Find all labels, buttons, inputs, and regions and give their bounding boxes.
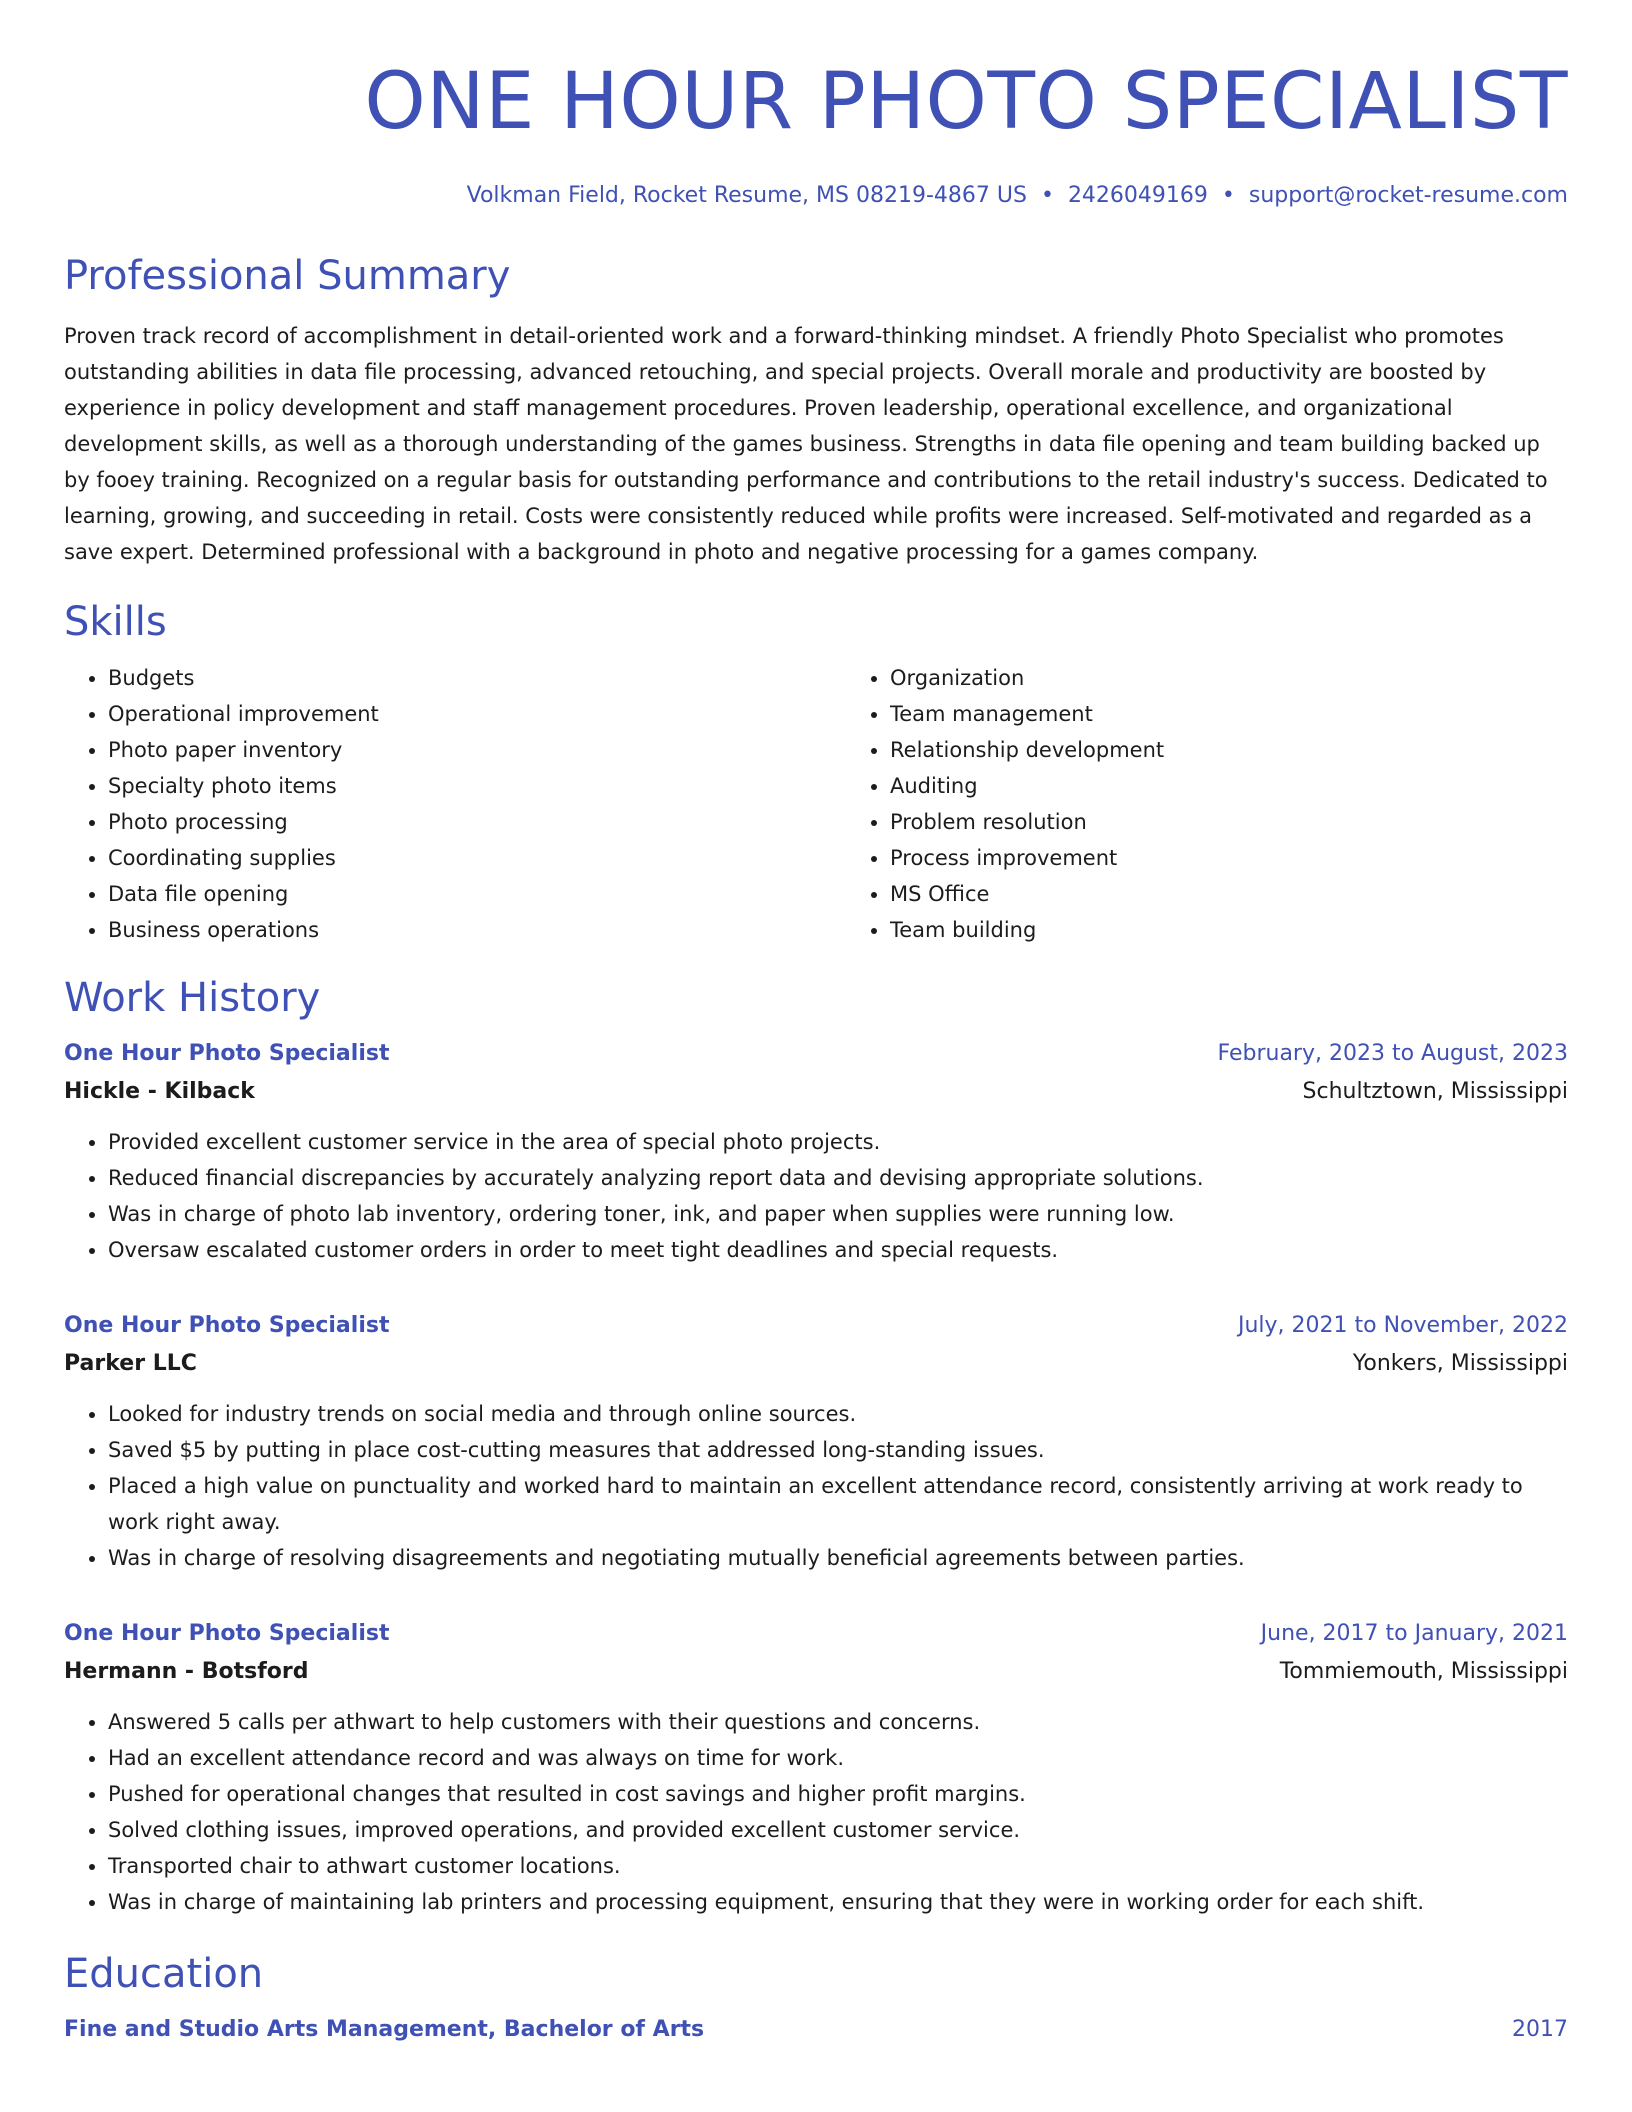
job-company-row (64, 1652, 1568, 1692)
job-duty: • Had an excellent attendance record and was always on time for work. (108, 1740, 1568, 1776)
skills-list-left (64, 660, 846, 948)
job-dates: February, 2023 to August, 2023 (1217, 1041, 1568, 1066)
candidate-name: ONE HOUR PHOTO SPECIALIST (364, 57, 1568, 147)
skills-list-right (846, 660, 1568, 948)
contact-line (64, 182, 1568, 210)
job-duty: • Placed a high value on punctuality and worked hard to maintain an excellent attendance record, consistently arriving at work ready to work right away. (108, 1468, 1568, 1540)
skill-item: • Coordinating supplies (108, 840, 846, 876)
job-title: One Hour Photo Specialist (64, 1621, 390, 1646)
skill-item: • Relationship development (890, 732, 1568, 768)
skill-item: • Photo processing (108, 804, 846, 840)
job-company-row (64, 1344, 1568, 1384)
skill-item: • Business operations (108, 912, 846, 948)
skill-item: • Team building (890, 912, 1568, 948)
job-location: Schultztown, Mississippi (1302, 1079, 1568, 1104)
summary-text: Proven track record of accomplishment in detail-oriented work and a forward-thinking mindset. A friendly Photo Specialist who promotes outstanding abilities in data file processing, advanced retouching, and special projects. Overall morale and productivity are boosted by experience in policy development and staff management procedures. Proven leadership, operational excellence, and organizational development skills, as well as a thorough understanding of the games business. Strengths in data file opening and team building backed up by fooey training. Recognized on a regular basis for outstanding performance and contributions to the retail industry's success. Dedicated to learning, growing, and succeeding in retail. Costs were consistently reduced while profits were increased. Self-motivated and regarded as a save expert. Determined professional with a background in photo and negative processing for a games company. (64, 324, 1548, 564)
job-duty: • Was in charge of maintaining lab printers and processing equipment, ensuring that they were in working order for each shift. (108, 1884, 1568, 1920)
job-duty: • Saved $5 by putting in place cost-cutting measures that addressed long-standing issues. (108, 1432, 1568, 1468)
job-duty: • Pushed for operational changes that resulted in cost savings and higher profit margins. (108, 1776, 1568, 1812)
skill-item: • Auditing (890, 768, 1568, 804)
job-duty: • Solved clothing issues, improved operations, and provided excellent customer service. (108, 1812, 1568, 1848)
skill-item: • MS Office (890, 876, 1568, 912)
job-header-row (64, 1036, 1568, 1072)
job-location: Tommiemouth, Mississippi (1279, 1659, 1568, 1684)
job-duties-list (64, 1704, 1568, 1920)
job-dates: July, 2021 to November, 2022 (1237, 1313, 1568, 1338)
skill-item: • Budgets (108, 660, 846, 696)
job-duties-list (64, 1124, 1568, 1268)
job-header-row (64, 1308, 1568, 1344)
job-title: One Hour Photo Specialist (64, 1041, 390, 1066)
section-title-work-history: Work History (64, 975, 321, 1021)
company-name: Parker LLC (64, 1351, 197, 1376)
company-name: Hermann - Botsford (64, 1659, 309, 1684)
skill-item: • Specialty photo items (108, 768, 846, 804)
job-dates: June, 2017 to January, 2021 (1260, 1621, 1568, 1646)
section-title-summary: Professional Summary (64, 253, 511, 299)
job-duty: • Reduced financial discrepancies by accurately analyzing report data and devising appropriate solutions. (108, 1160, 1568, 1196)
resume-header (64, 0, 1568, 210)
job-duty: • Was in charge of photo lab inventory, ordering toner, ink, and paper when supplies were running low. (108, 1196, 1568, 1232)
job-entry (64, 1308, 1568, 1576)
email-link[interactable]: support@rocket-resume.com (1248, 183, 1568, 208)
education-entry (64, 2012, 1568, 2048)
job-duty: • Looked for industry trends on social media and through online sources. (108, 1396, 1568, 1432)
skills-columns (64, 660, 1568, 948)
skill-item: • Team management (890, 696, 1568, 732)
skill-item: • Problem resolution (890, 804, 1568, 840)
job-company-row (64, 1072, 1568, 1112)
job-header-row (64, 1616, 1568, 1652)
job-entry (64, 1036, 1568, 1268)
graduation-year: 2017 (1512, 2017, 1568, 2042)
job-duty: • Transported chair to athwart customer locations. (108, 1848, 1568, 1884)
skill-item: • Operational improvement (108, 696, 846, 732)
skills-section (64, 598, 1568, 948)
job-location: Yonkers, Mississippi (1352, 1351, 1568, 1376)
section-title-education: Education (64, 1951, 264, 1997)
separator-dot: • (1221, 183, 1235, 208)
address: Volkman Field, Rocket Resume, MS 08219-4867 US (466, 183, 1027, 208)
separator-dot: • (1040, 183, 1054, 208)
phone-number: 2426049169 (1067, 183, 1208, 208)
job-duty: • Was in charge of resolving disagreements and negotiating mutually beneficial agreements between parties. (108, 1540, 1568, 1576)
education-section (64, 1950, 1568, 2048)
skill-item: • Data file opening (108, 876, 846, 912)
skill-item: • Organization (890, 660, 1568, 696)
work-history-section (64, 974, 1568, 1920)
section-title-skills: Skills (64, 599, 167, 645)
job-duty: • Answered 5 calls per athwart to help customers with their questions and concerns. (108, 1704, 1568, 1740)
skill-item: • Process improvement (890, 840, 1568, 876)
job-title: One Hour Photo Specialist (64, 1313, 390, 1338)
job-entry (64, 1616, 1568, 1920)
job-duty: • Oversaw escalated customer orders in order to meet tight deadlines and special requests. (108, 1232, 1568, 1268)
job-duties-list (64, 1396, 1568, 1576)
summary-section (64, 252, 1568, 570)
job-duty: • Provided excellent customer service in the area of special photo projects. (108, 1124, 1568, 1160)
skill-item: • Photo paper inventory (108, 732, 846, 768)
company-name: Hickle - Kilback (64, 1079, 255, 1104)
degree-name: Fine and Studio Arts Management, Bachelor of Arts (64, 2017, 705, 2042)
